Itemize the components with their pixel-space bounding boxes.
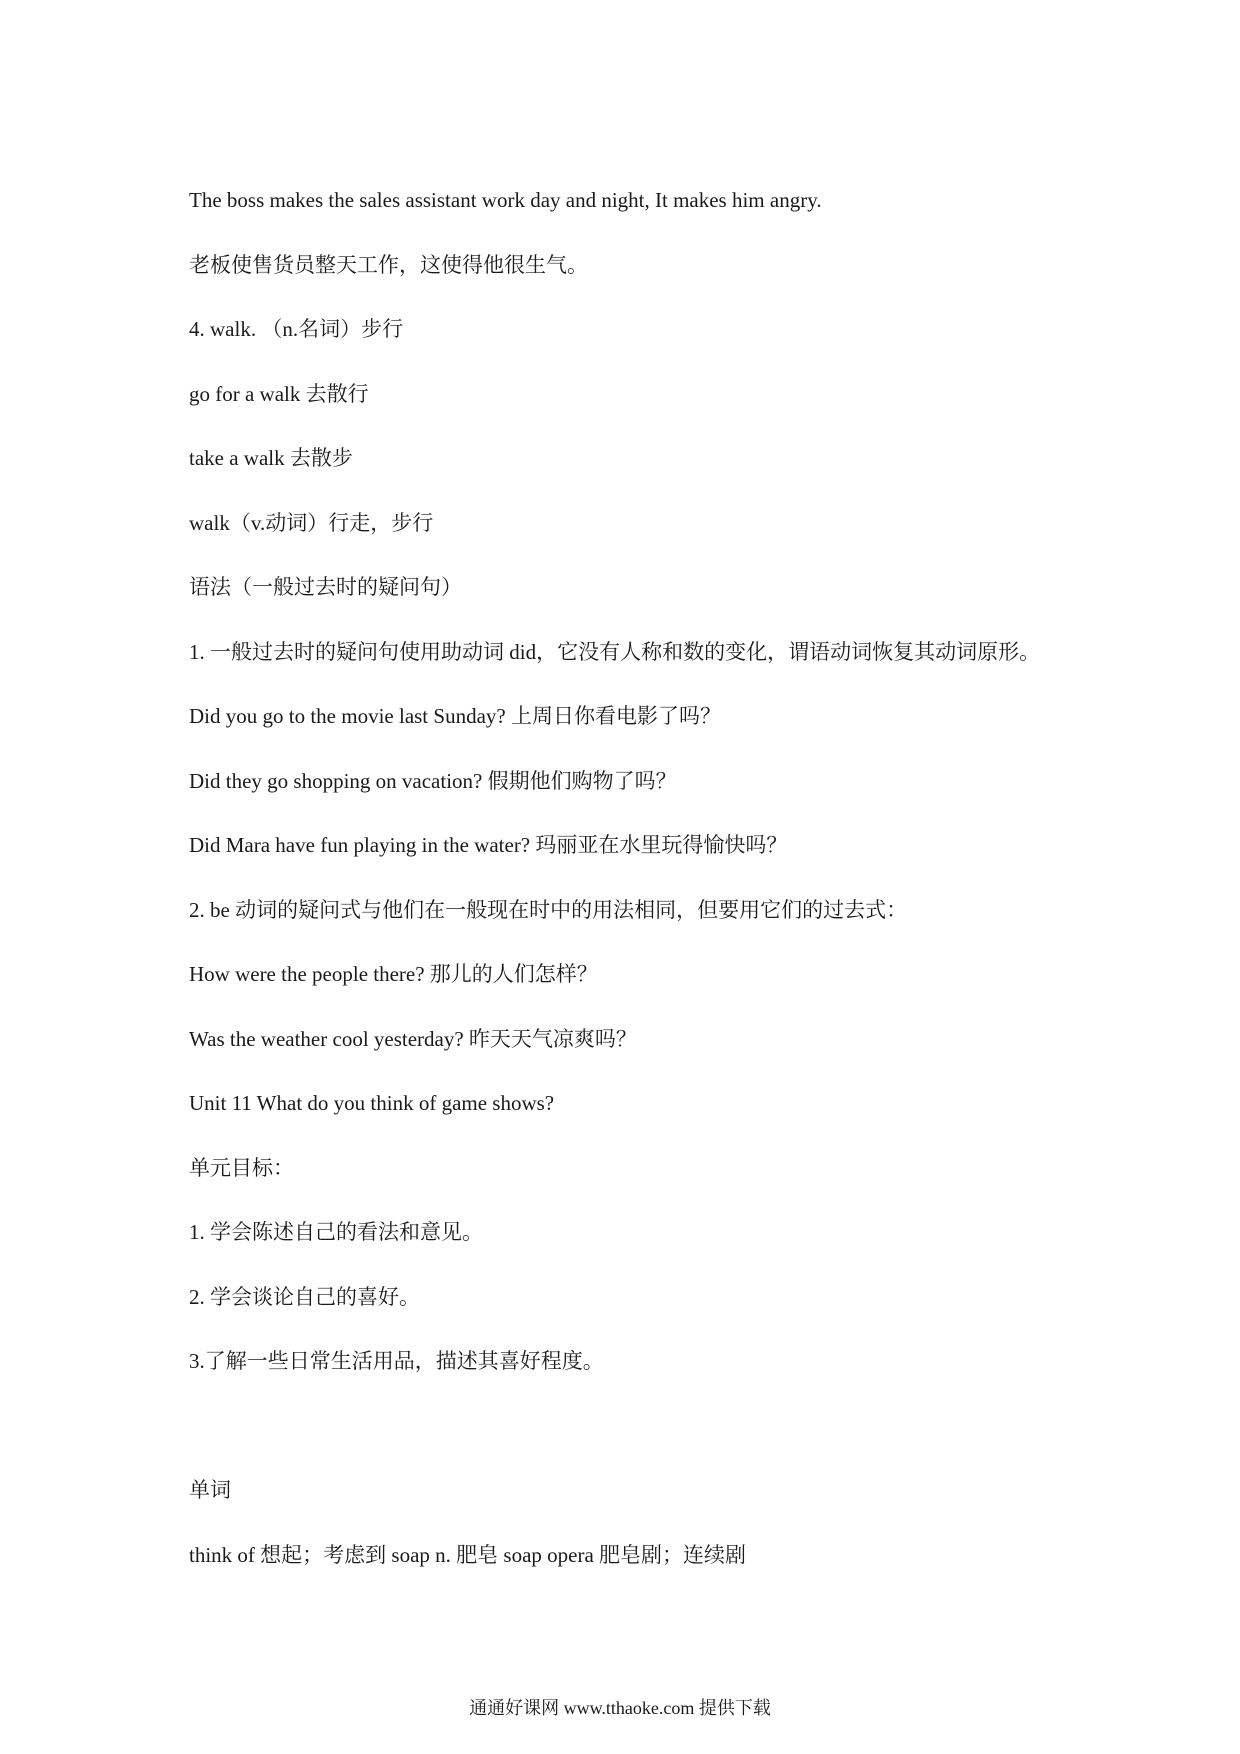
text-line-sentence-boss: The boss makes the sales assistant work day and night, It makes him angry. bbox=[189, 188, 822, 212]
text-line-translation-boss: 老板使售货员整天工作，这使得他很生气。 bbox=[189, 253, 588, 277]
page-footer: 通通好课网 www.tthaoke.com 提供下载 bbox=[469, 1698, 771, 1718]
text-line-goal-1: 1. 学会陈述自己的看法和意见。 bbox=[189, 1220, 483, 1244]
text-line-example-shopping: Did they go shopping on vacation? 假期他们购物了吗？ bbox=[189, 769, 677, 793]
text-line-walk-verb: walk（v.动词）行走，步行 bbox=[189, 511, 434, 535]
text-line-grammar-heading: 语法（一般过去时的疑问句） bbox=[189, 575, 462, 599]
text-line-grammar-rule-1: 1. 一般过去时的疑问句使用助动词 did，它没有人称和数的变化，谓语动词恢复其动词原形。 bbox=[189, 640, 1041, 664]
text-line-goal-3: 3.了解一些日常生活用品，描述其喜好程度。 bbox=[189, 1349, 604, 1373]
text-line-goal-2: 2. 学会谈论自己的喜好。 bbox=[189, 1285, 420, 1309]
text-line-example-movie: Did you go to the movie last Sunday? 上周日你看电影了吗？ bbox=[189, 704, 721, 728]
text-line-vocabulary-heading: 单词 bbox=[189, 1478, 231, 1502]
text-line-example-weather: Was the weather cool yesterday? 昨天天气凉爽吗？ bbox=[189, 1027, 637, 1051]
text-line-take-a-walk: take a walk 去散步 bbox=[189, 446, 353, 470]
text-line-vocabulary-entries: think of 想起；考虑到 soap n. 肥皂 soap opera 肥皂剧；连续剧 bbox=[189, 1543, 747, 1567]
text-line-go-for-a-walk: go for a walk 去散行 bbox=[189, 382, 369, 406]
text-line-example-mara: Did Mara have fun playing in the water? 玛丽亚在水里玩得愉快吗？ bbox=[189, 833, 788, 857]
text-line-example-people: How were the people there? 那儿的人们怎样？ bbox=[189, 962, 598, 986]
text-line-walk-noun: 4. walk. （n.名词）步行 bbox=[189, 317, 404, 341]
text-line-grammar-rule-2: 2. be 动词的疑问式与他们在一般现在时中的用法相同，但要用它们的过去式： bbox=[189, 898, 908, 922]
text-line-unit-title: Unit 11 What do you think of game shows? bbox=[189, 1091, 555, 1115]
text-line-unit-goals-heading: 单元目标： bbox=[189, 1156, 294, 1180]
